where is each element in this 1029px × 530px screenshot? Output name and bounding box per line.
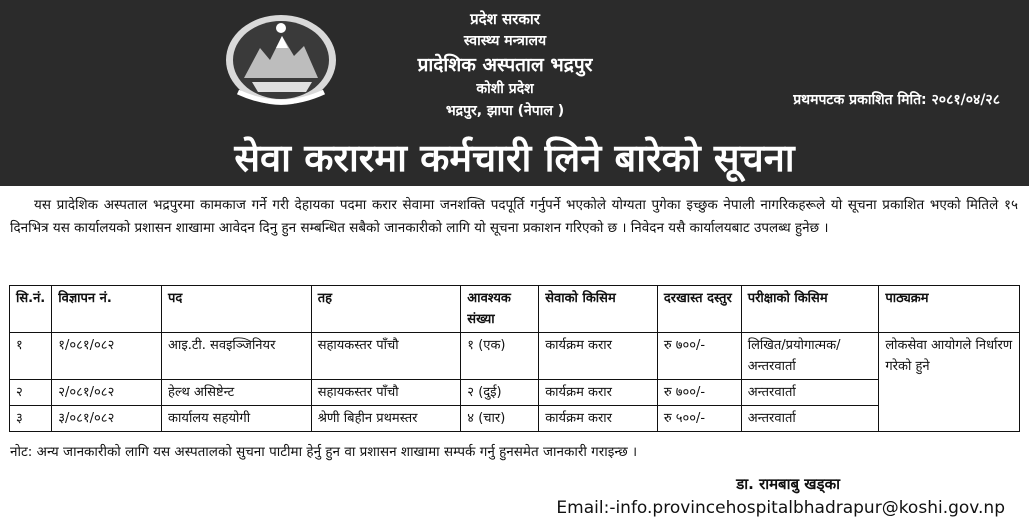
org-line-hospital: प्रादेशिक अस्पताल भद्रपुर <box>417 54 593 76</box>
cell-serial: १ <box>10 333 52 380</box>
col-header-required-number: आवश्यक संख्या <box>461 286 539 333</box>
cell-service-type: कार्यक्रम करार <box>539 333 658 380</box>
cell-required-number: ४ (चार) <box>461 406 539 432</box>
nepal-national-emblem-icon <box>222 12 340 108</box>
col-header-service-type: सेवाको किसिम <box>539 286 658 333</box>
col-header-serial: सि.नं. <box>10 286 52 333</box>
col-header-level: तह <box>311 286 461 333</box>
cell-post: कार्यालय सहयोगी <box>162 406 312 432</box>
cell-application-fee: रु ७००/- <box>657 333 741 380</box>
notice-title: सेवा करारमा कर्मचारी लिने बारेको सूचना <box>234 136 795 180</box>
table-row <box>10 380 1020 406</box>
table-row <box>10 333 1020 380</box>
cell-exam-type: लिखित/प्रयोगात्मक/अन्तरवार्ता <box>741 333 879 380</box>
cell-application-fee: रु ७००/- <box>657 380 741 406</box>
cell-service-type: कार्यक्रम करार <box>539 406 658 432</box>
cell-exam-type: अन्तरवार्ता <box>741 406 879 432</box>
notice-header <box>0 0 1029 186</box>
cell-level: सहायकस्तर पाँचौ <box>311 380 461 406</box>
org-line-province: कोशी प्रदेश <box>476 81 534 97</box>
cell-required-number: २ (दुई) <box>461 380 539 406</box>
table-header-row <box>10 286 1020 333</box>
intro-paragraph: यस प्रादेशिक अस्पताल भद्रपुरमा कामकाज गर्ने गरी देहायका पदमा करार सेवामा जनशक्ति पदपूर्ति गर्नुपर्ने भएकोले योग्यता पुगेका इच्छुक नेपाली नागरिकहरूले यो सूचना प्रकाशित भएको मितिले १५ दिनभित्र यस कार्यालयको प्रशासन शाखामा आवेदन दिनु हुन सम्बन्धित सबैको जानकारीको लागि यो सूचना प्रकाशन गरिएको छ । निवेदन यसै कार्यालयबाट उपलब्ध हुनेछ । <box>10 197 1018 236</box>
col-header-syllabus: पाठ्यक्रम <box>879 286 1020 333</box>
cell-advertisement-no: ३/०८१/०८२ <box>52 406 162 432</box>
col-header-application-fee: दरखास्त दस्तुर <box>657 286 741 333</box>
contact-email: Email:-info.provincehospitalbhadrapur@koshi.gov.np <box>556 498 1005 518</box>
cell-post: हेल्थ असिष्टेन्ट <box>162 380 312 406</box>
org-line-ministry: स्वास्थ्य मन्त्रालय <box>463 33 547 49</box>
cell-exam-type: अन्तरवार्ता <box>741 380 879 406</box>
cell-syllabus: लोकसेवा आयोगले निर्धारण गरेको हुने <box>879 333 1020 432</box>
cell-level: सहायकस्तर पाँचौ <box>311 333 461 380</box>
vacancy-table <box>9 285 1020 432</box>
note-text: नोट: अन्य जानकारीको लागि यस अस्पतालको सुचना पाटीमा हेर्नु हुन वा प्रशासन शाखामा सम्पर्क गर्नु हुनसमेत जानकारी गराइन्छ । <box>10 444 638 460</box>
cell-advertisement-no: २/०८१/०८२ <box>52 380 162 406</box>
cell-level: श्रेणी बिहीन प्रथमस्तर <box>311 406 461 432</box>
col-header-advertisement-no: विज्ञापन नं. <box>52 286 162 333</box>
publish-date: प्रथमपटक प्रकाशित मिति: २०८१/०४/२८ <box>793 92 1000 108</box>
org-line-province-government: प्रदेश सरकार <box>470 10 540 28</box>
cell-post: आइ.टी. सवइञ्जिनियर <box>162 333 312 380</box>
cell-required-number: १ (एक) <box>461 333 539 380</box>
cell-advertisement-no: १/०८१/०८२ <box>52 333 162 380</box>
cell-serial: ३ <box>10 406 52 432</box>
org-line-address: भद्रपुर, झापा (नेपाल ) <box>445 103 565 119</box>
organization-block <box>340 8 670 122</box>
cell-service-type: कार्यक्रम करार <box>539 380 658 406</box>
cell-application-fee: रु ५००/- <box>657 406 741 432</box>
col-header-post: पद <box>162 286 312 333</box>
cell-serial: २ <box>10 380 52 406</box>
signatory-name: डा. रामबाबु खड्का <box>736 475 840 493</box>
col-header-exam-type: परीक्षाको किसिम <box>741 286 879 333</box>
table-row <box>10 406 1020 432</box>
